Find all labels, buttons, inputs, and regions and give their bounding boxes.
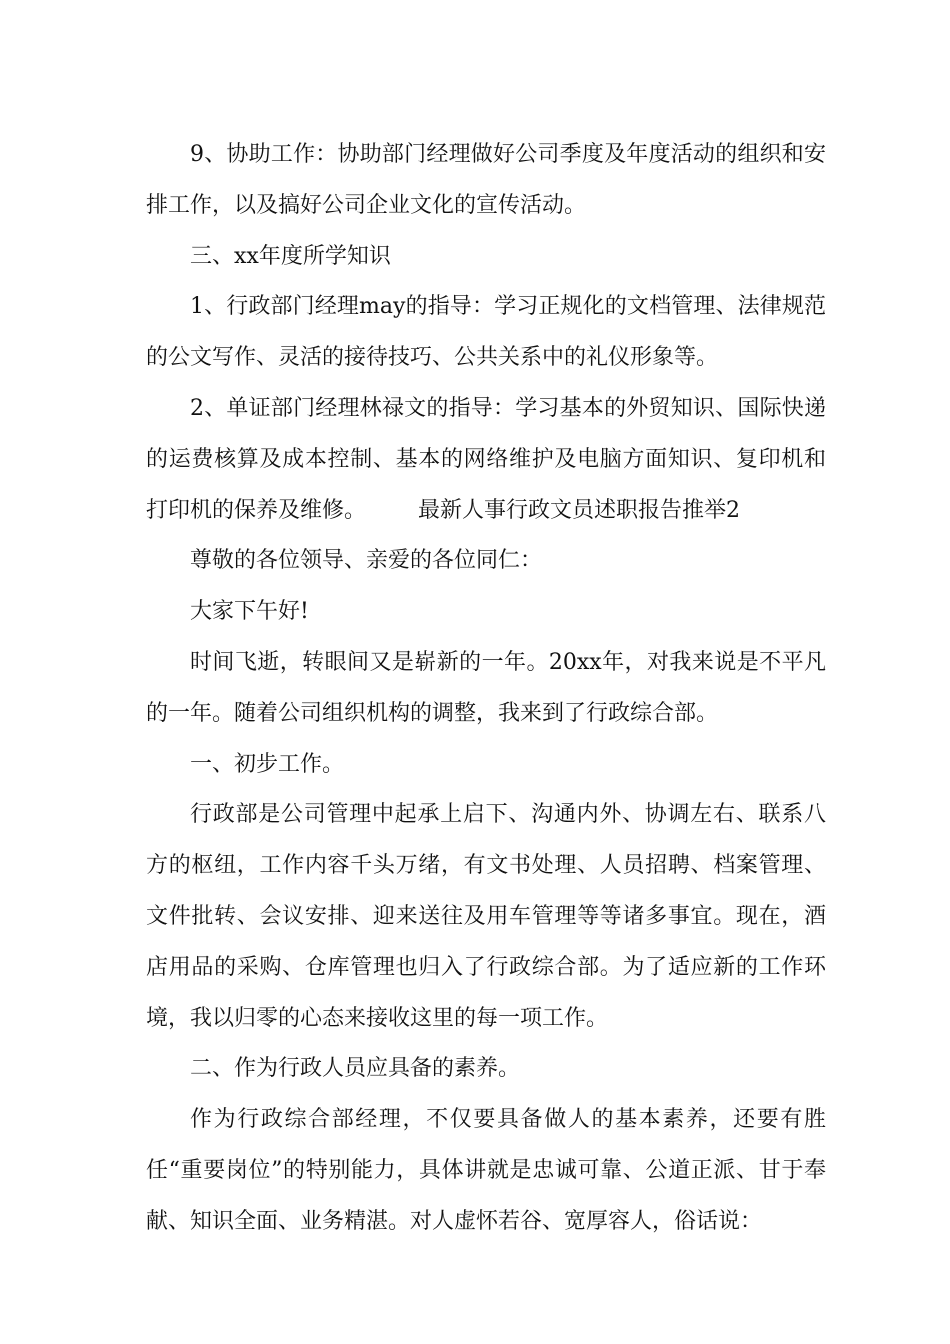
paragraph-1: 9、协助工作：协助部门经理做好公司季度及年度活动的组织和安排工作，以及搞好公司企业文化的宣传活动。: [146, 142, 826, 218]
inline-report-title: 最新人事行政文员述职报告推举2: [418, 497, 741, 523]
paragraph-4-text: 2、单证部门经理林禄文的指导：学习基本的外贸知识、国际快递的运费核算及成本控制、基本的网络维护及电脑方面知识、复印机和打印机的保养及维修。: [146, 395, 826, 523]
heading-section-2: 二、作为行政人员应具备的素养。: [190, 1056, 521, 1082]
paragraph-7: 时间飞逝，转眼间又是崭新的一年。20xx年，对我来说是不平凡的一年。随着公司组织机构的调整，我来到了行政综合部。: [146, 649, 826, 726]
heading-section-1: 一、初步工作。: [190, 751, 345, 777]
paragraph-4: [146, 384, 826, 536]
paragraph-3: 1、行政部门经理may的指导：学习正规化的文档管理、法律规范的公文写作、灵活的接待技巧、公共关系中的礼仪形象等。: [146, 294, 826, 371]
greeting: 大家下午好!: [190, 599, 309, 625]
paragraph-11: 作为行政综合部经理，不仅要具备做人的基本素养，还要有胜任“重要岗位”的特别能力，具体讲就是忠诚可靠、公道正派、甘于奉献、知识全面、业务精湛。对人虚怀若谷、宽厚容人，俗话说：: [146, 1107, 826, 1234]
document-body: [146, 130, 826, 1248]
salutation: 尊敬的各位领导、亲爱的各位同仁：: [190, 548, 543, 574]
paragraph-9: 行政部是公司管理中起承上启下、沟通内外、协调左右、联系八方的枢纽，工作内容千头万绪，有文书处理、人员招聘、档案管理、文件批转、会议安排、迎来送往及用车管理等等诸多事宜。现在，酒店用品的采购、仓库管理也归入了行政综合部。为了适应新的工作环境，我以归零的心态来接收这里的每一项工作。: [146, 802, 826, 1031]
heading-section-3: 三、xx年度所学知识: [190, 243, 391, 269]
